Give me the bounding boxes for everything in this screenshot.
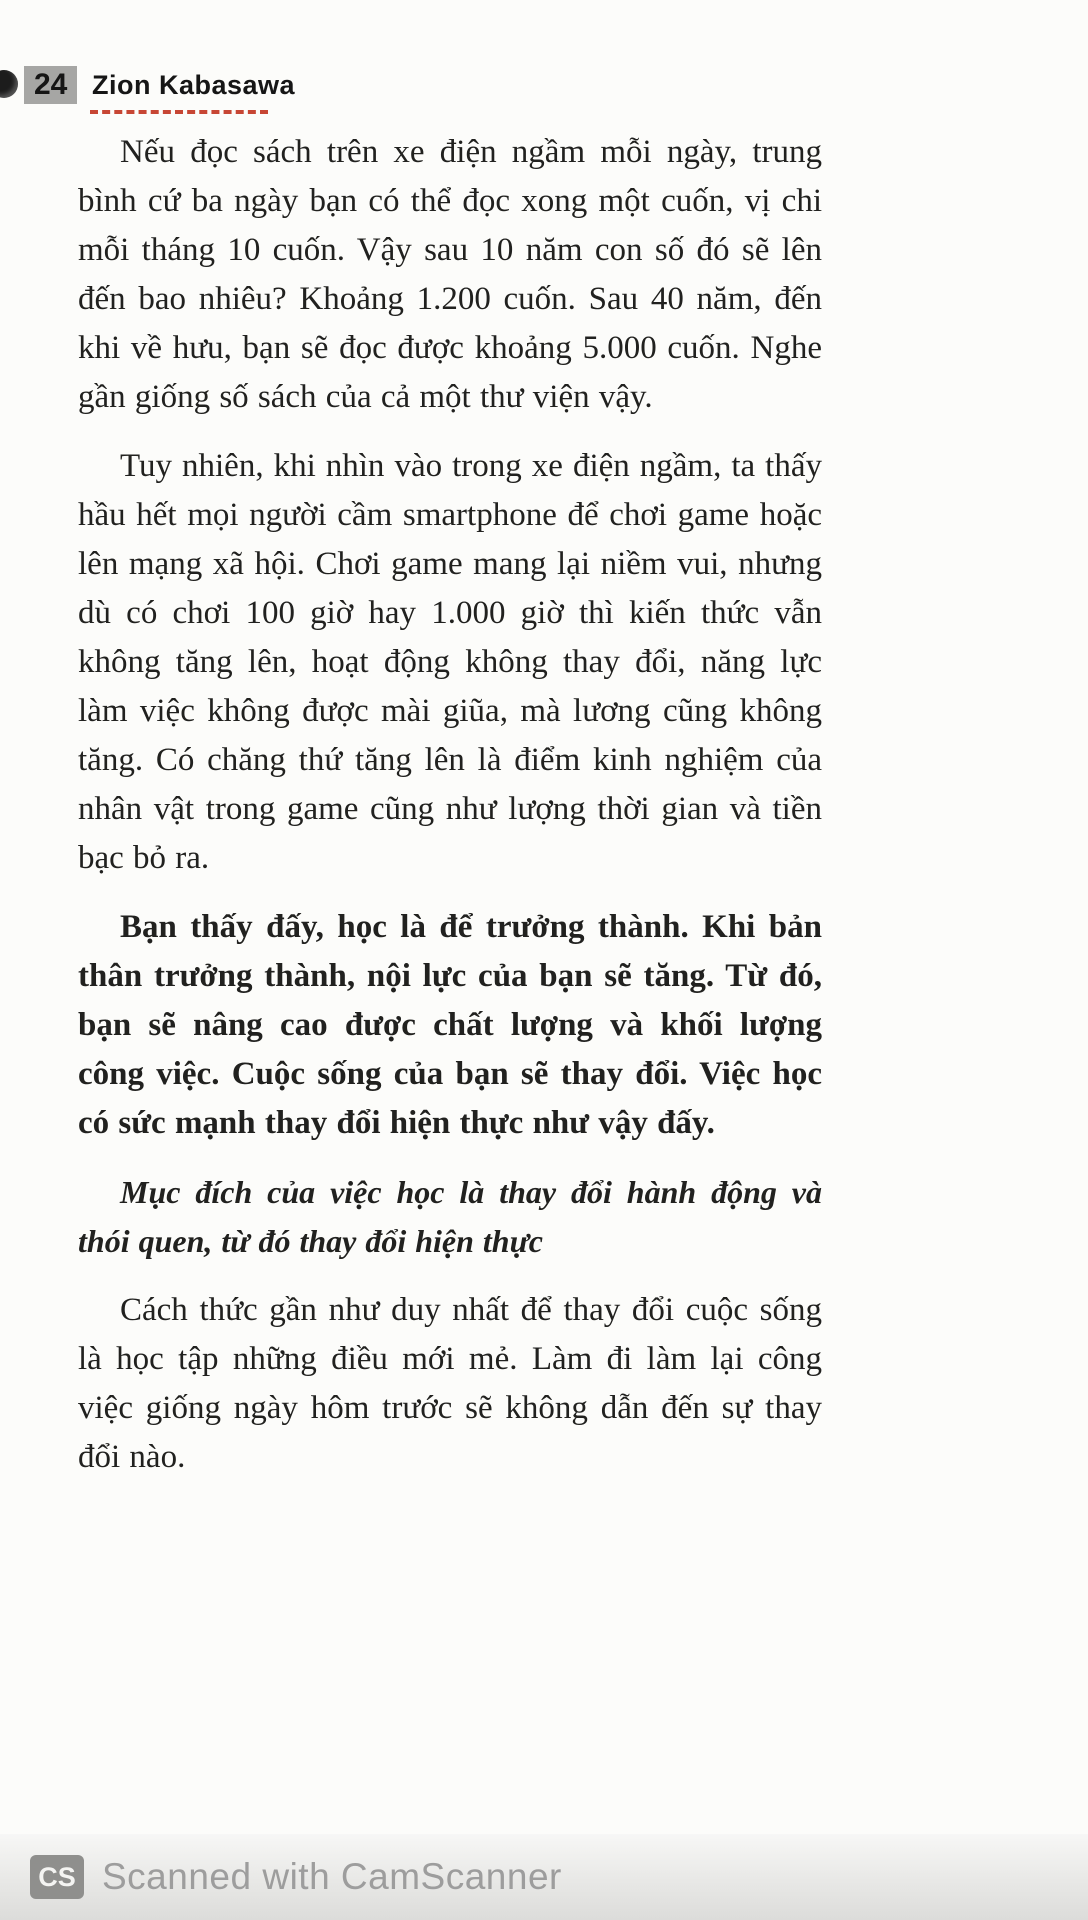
page-content xyxy=(78,128,822,1482)
camscanner-logo-icon: CS xyxy=(30,1855,84,1899)
author-name: Zion Kabasawa xyxy=(92,70,296,100)
bullet-dot-icon xyxy=(0,70,18,98)
paragraph-body: Nếu đọc sách trên xe điện ngầm mỗi ngày, trung bình cứ ba ngày bạn có thể đọc xong một cuốn, vị chi mỗi tháng 10 cuốn. Vậy sau 10 năm con số đó sẽ lên đến bao nhiêu? Khoảng 1.200 cuốn. Sau 40 năm, đến khi về hưu, bạn sẽ đọc được khoảng 5.000 cuốn. Nghe gần giống số sách của cả một thư viện vậy. xyxy=(78,134,822,415)
dashed-underline xyxy=(90,110,268,114)
paragraph-heading: Mục đích của việc học là thay đổi hành động và thói quen, từ đó thay đổi hiện thực xyxy=(78,1174,822,1259)
page-number: 24 xyxy=(24,66,77,104)
paragraph-body: Tuy nhiên, khi nhìn vào trong xe điện ngầm, ta thấy hầu hết mọi người cầm smartphone để chơi game hoặc lên mạng xã hội. Chơi game mang lại niềm vui, nhưng dù có chơi 100 giờ hay 1.000 giờ thì kiến thức vẫn không tăng lên, hoạt động không thay đổi, năng lực làm việc không được mài giũa, mà lương cũng không tăng. Có chăng thứ tăng lên là điểm kinh nghiệm của nhân vật trong game cũng như lượng thời gian và tiền bạc bỏ ra. xyxy=(78,448,822,876)
paragraph-body: Cách thức gần như duy nhất để thay đổi cuộc sống là học tập những điều mới mẻ. Làm đi làm lại công việc giống ngày hôm trước sẽ không dẫn đến sự thay đổi nào. xyxy=(78,1292,822,1475)
page-header xyxy=(0,64,1088,124)
paragraph-bold: Bạn thấy đấy, học là để trưởng thành. Khi bản thân trưởng thành, nội lực của bạn sẽ tăng. Từ đó, bạn sẽ nâng cao được chất lượng và khối lượng công việc. Cuộc sống của bạn sẽ thay đổi. Việc học có sức mạnh thay đổi hiện thực như vậy đấy. xyxy=(78,909,822,1141)
camscanner-watermark-text: Scanned with CamScanner xyxy=(102,1856,562,1897)
camscanner-footer xyxy=(0,1834,1088,1920)
